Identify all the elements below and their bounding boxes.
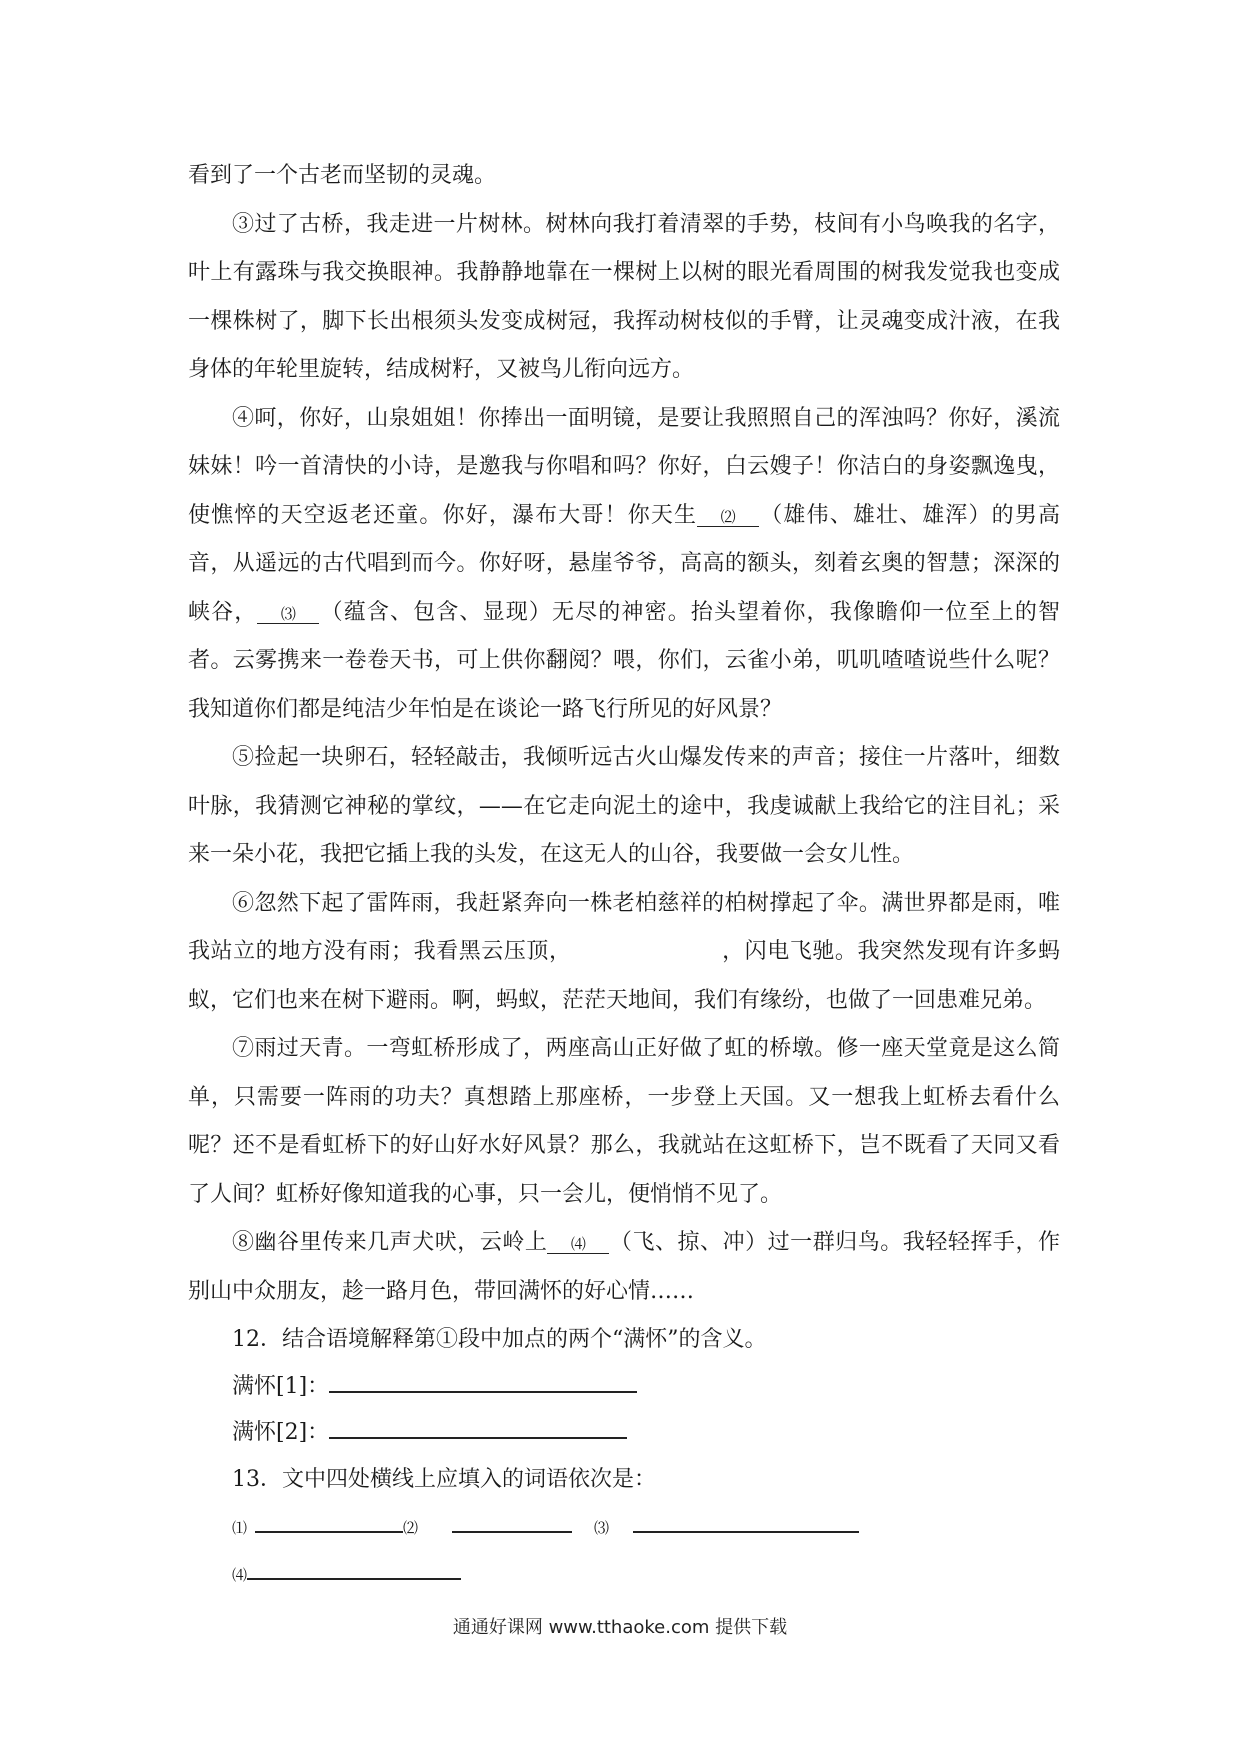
answer-row-manhuai-1 <box>188 1364 1060 1410</box>
paragraph-4 <box>188 395 1060 735</box>
answer-row-13-b <box>188 1551 1060 1598</box>
paragraph-8 <box>188 1219 1060 1316</box>
answer-number-4: ⑷ <box>232 1566 248 1584</box>
answer-number-3: ⑶ <box>594 1519 610 1537</box>
paragraph-6-text-a: ⑥忽然下起了雷阵雨，我赶紧奔向一株老柏慈祥的柏树撑起了伞。满世界都是雨，唯我站立的地方没有雨；我看黑云压顶， <box>188 890 1060 964</box>
paragraph-4-text-c: （蕴含、包含、显现）无尽的神密。抬头望着你，我像瞻仰一位至上的智者。云雾携来一卷卷天书，可上供你翻阅？喂，你们，云雀小弟，叽叽喳喳说些什么呢？我知道你们都是纯洁少年怕是在谈论一路飞行所见的好风景？ <box>188 599 1060 722</box>
paragraph-4-text-a: ④呵，你好，山泉姐姐！你捧出一面明镜，是要让我照照自己的浑浊吗？你好，溪流妹妹！吟一首清快的小诗，是邀我与你唱和吗？你好，白云嫂子！你洁白的身姿飘逸曳，使憔悴的天空返老还童。你好，瀑布大哥！你天生 <box>188 405 1060 528</box>
paragraph-8-text-b: （飞、掠、冲）过一群归鸟。我轻轻挥手，作别山中众朋友，趁一路月色，带回满怀的好心情…… <box>188 1230 1060 1304</box>
answer-line-1[interactable] <box>255 1530 403 1533</box>
question-12: 12．结合语境解释第①段中加点的两个“满怀”的含义。 <box>232 1327 767 1352</box>
paragraph-continuation: 看到了一个古老而坚韧的灵魂。 <box>188 163 497 188</box>
document-body <box>188 152 1060 1598</box>
manhuai-2-label: 满怀[2]： <box>232 1420 330 1445</box>
question-13: 13．文中四处横线上应填入的词语依次是： <box>232 1467 656 1492</box>
answer-number-2: ⑵ <box>403 1519 419 1537</box>
fill-blank-3: ⑶ <box>257 605 319 624</box>
answer-row-13-a <box>188 1504 1060 1551</box>
answer-number-1: ⑴ <box>232 1519 248 1537</box>
paragraph-3: ③过了古桥，我走进一片树林。树林向我打着清翠的手势，枝间有小鸟唤我的名字，叶上有露珠与我交换眼神。我静静地靠在一棵树上以树的眼光看周围的树我发觉我也变成一棵株树了，脚下长出根须头发变成树冠，我挥动树枝似的手臂，让灵魂变成汁液，在我身体的年轮里旋转，结成树籽，又被鸟儿衔向远方。 <box>188 211 1060 382</box>
paragraph-6 <box>188 880 1060 1026</box>
paragraph-6-text-b: ，闪电飞驰。我突然发现有许多蚂蚁，它们也来在树下避雨。啊，蚂蚁，茫茫天地间，我们有缘纷，也做了一回患难兄弟。 <box>188 939 1060 1013</box>
footer-source: 通通好课网 www.tthaoke.com 提供下载 <box>452 1617 788 1638</box>
fill-blank-4: ⑷ <box>547 1235 609 1254</box>
paragraph-7: ⑦雨过天青。一弯虹桥形成了，两座高山正好做了虹的桥墩。修一座天堂竟是这么简单，只需要一阵雨的功夫？真想踏上那座桥，一步登上天国。又一想我上虹桥去看什么呢？还不是看虹桥下的好山好水好风景？那么，我就站在这虹桥下，岂不既看了天同又看了人间？虹桥好像知道我的心事，只一会儿，便悄悄不见了。 <box>188 1036 1060 1207</box>
fill-blank-2: ⑵ <box>697 508 759 527</box>
answer-line-2[interactable] <box>452 1530 572 1533</box>
answer-line-3[interactable] <box>633 1530 859 1533</box>
paragraph-8-text-a: ⑧幽谷里传来几声犬吠，云岭上 <box>232 1230 548 1255</box>
answer-line-4[interactable] <box>247 1577 461 1580</box>
answer-row-manhuai-2 <box>188 1410 1060 1456</box>
answer-line-manhuai-2[interactable] <box>329 1436 627 1439</box>
paragraph-5: ⑤捡起一块卵石，轻轻敲击，我倾听远古火山爆发传来的声音；接住一片落叶，细数叶脉，我猜测它神秘的掌纹，——在它走向泥土的途中，我虔诚献上我给它的注目礼；采来一朵小花，我把它插上我的头发，在这无人的山谷，我要做一会女儿性。 <box>188 745 1060 867</box>
answer-line-manhuai-1[interactable] <box>329 1390 637 1393</box>
manhuai-1-label: 满怀[1]： <box>232 1374 330 1399</box>
paragraph-4-text-b: （雄伟、雄壮、雄浑）的男高音，从遥远的古代唱到而今。你好呀，悬崖爷爷，高高的额头，刻着玄奥的智慧；深深的峡谷， <box>188 502 1060 625</box>
